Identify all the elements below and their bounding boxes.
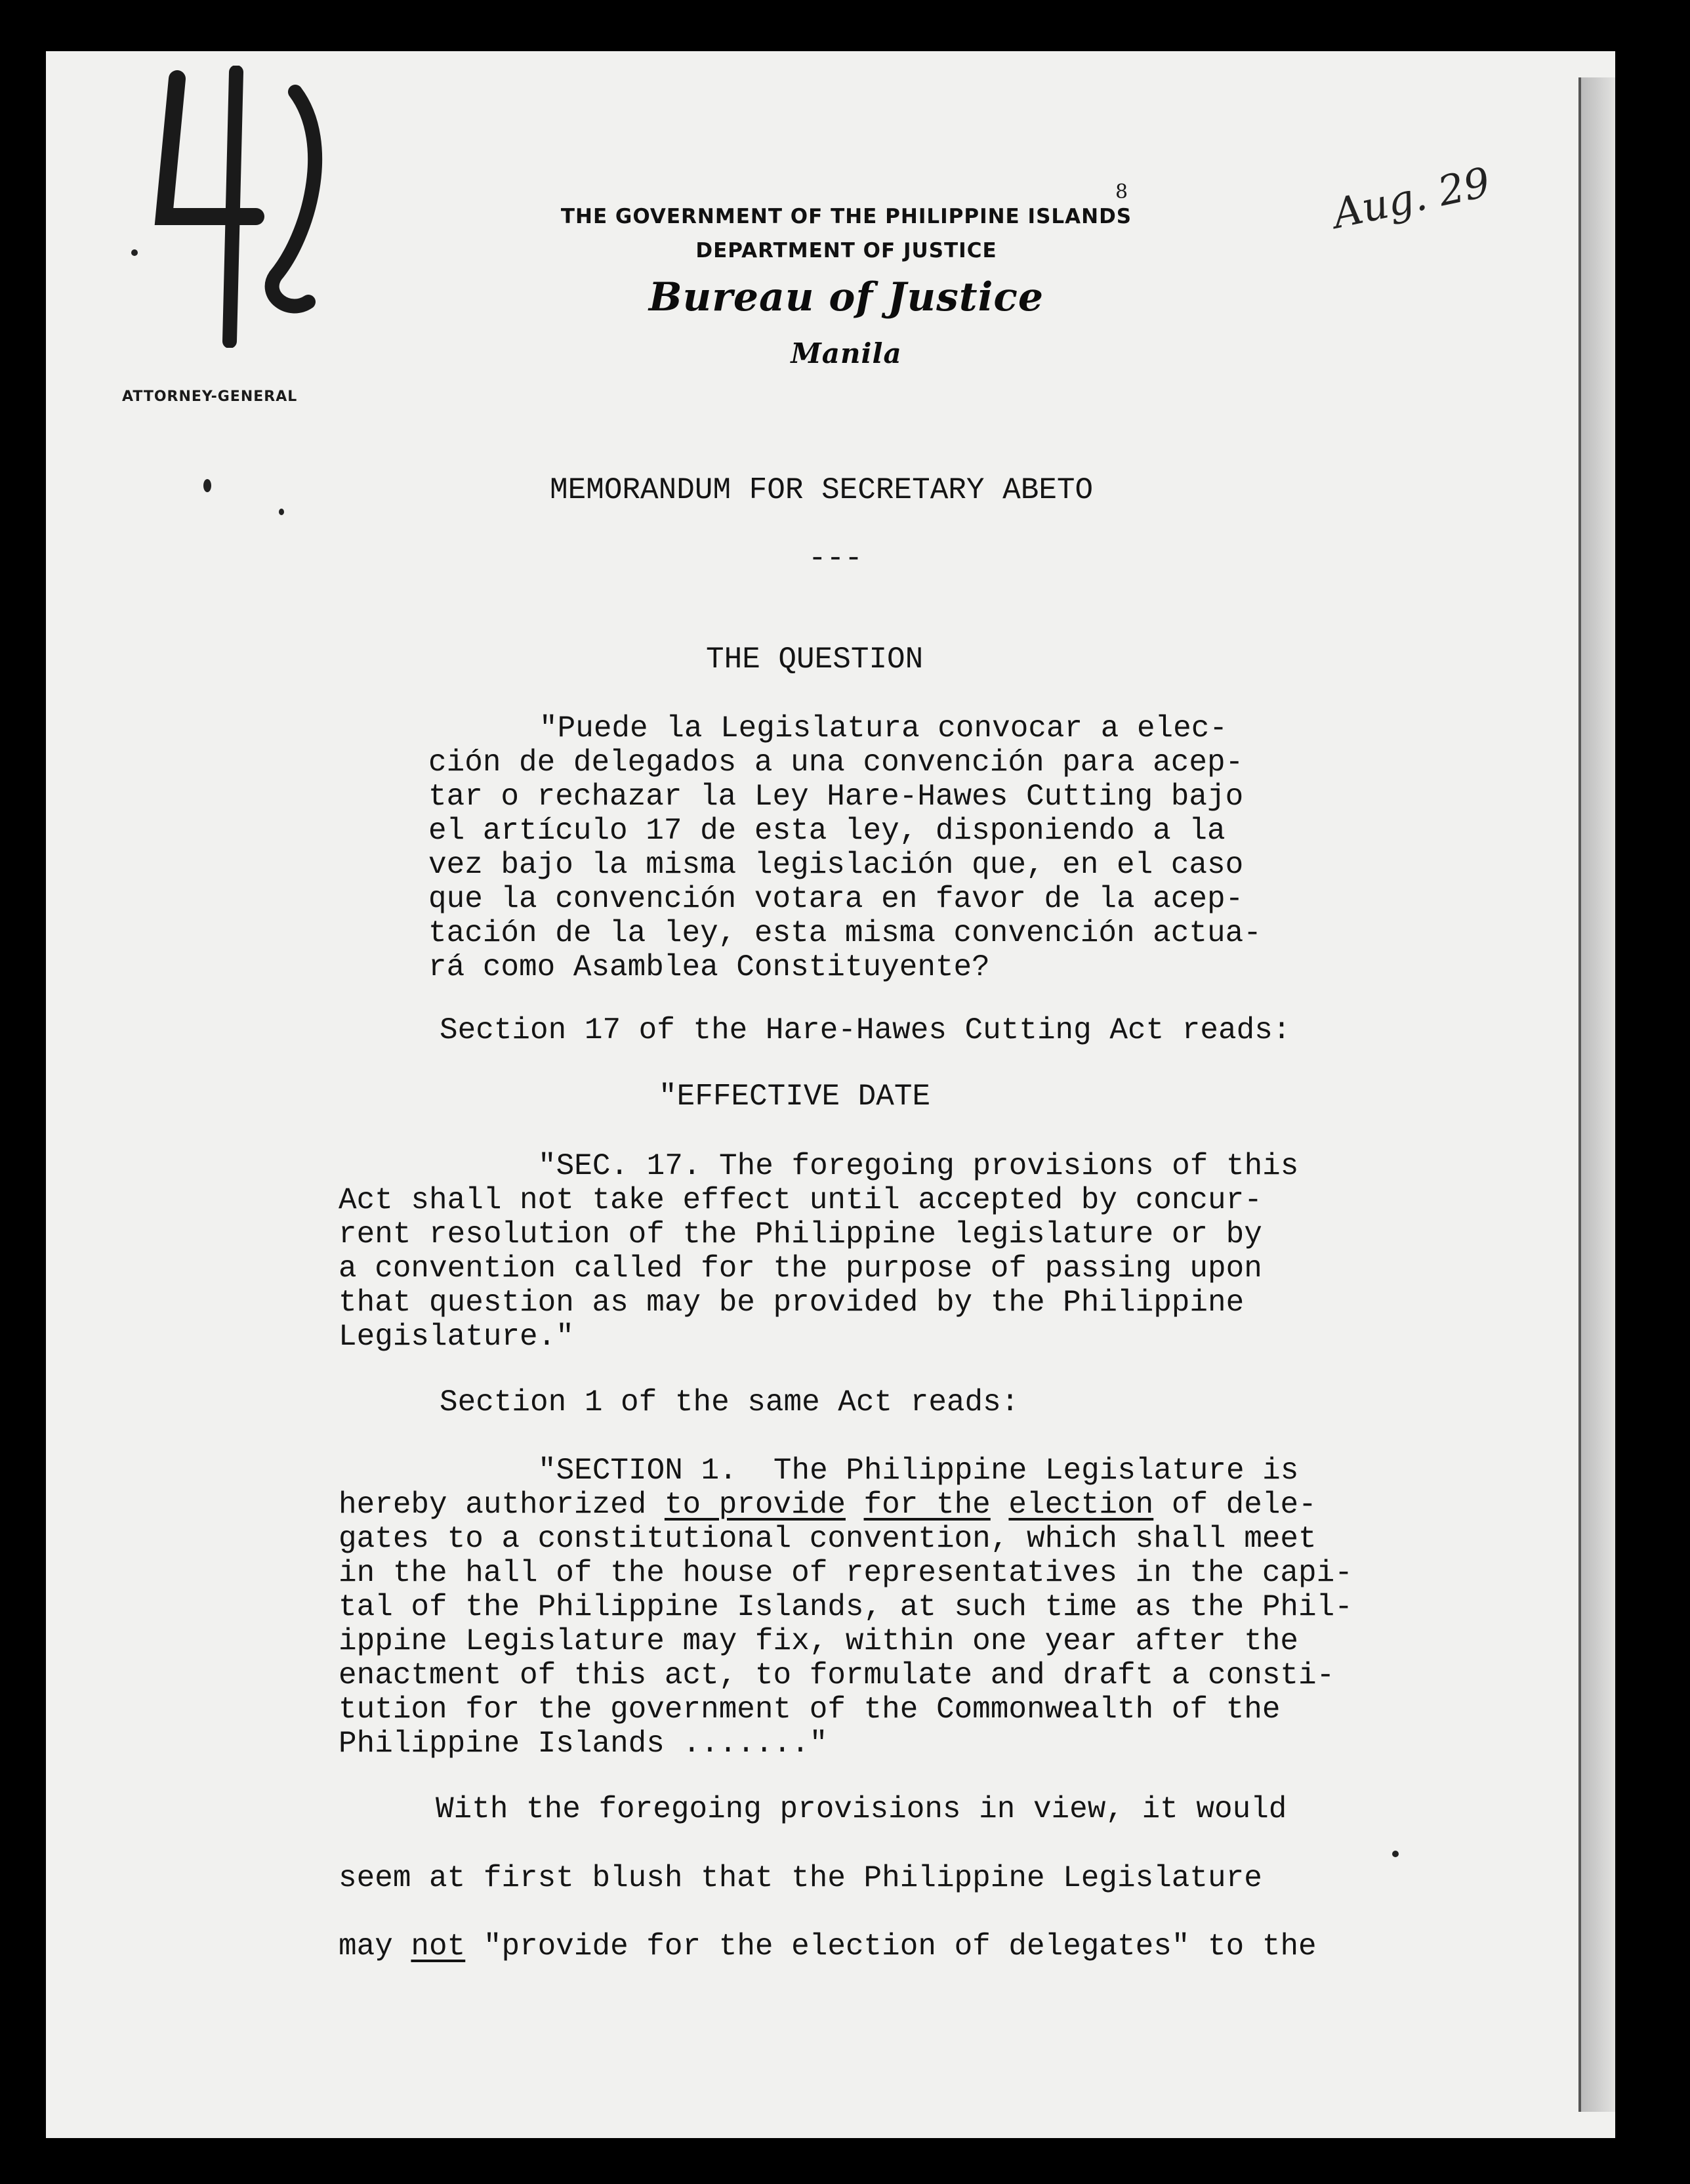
closing-text: "provide for the election of delegates" to the [465, 1929, 1317, 1964]
sec1-line: Philippine Islands ......." [339, 1727, 828, 1761]
title-divider: --- [808, 541, 863, 576]
question-line: ción de delegados a una convención para acep- [428, 746, 1244, 780]
letterhead-department: DEPARTMENT OF JUSTICE [695, 239, 997, 262]
question-line: el artículo 17 de esta ley, disponiendo a la [428, 814, 1226, 848]
ink-speck [203, 479, 211, 492]
sec1-line: enactment of this act, to formulate and draft a consti- [339, 1658, 1335, 1692]
sec17-line: Legislature." [339, 1320, 574, 1354]
closing-text: may [339, 1929, 411, 1964]
sec1-text: of dele- [1153, 1488, 1317, 1522]
sec1-line: ippine Legislature may fix, within one year after the [339, 1624, 1299, 1658]
sec1-text: hereby authorized [339, 1488, 665, 1522]
effective-date-heading: "EFFECTIVE DATE [659, 1080, 931, 1114]
page-edge-shadow [1578, 77, 1615, 2112]
sec1-line: tution for the government of the Commonwealth of the [339, 1692, 1281, 1727]
ink-speck [1392, 1851, 1399, 1857]
sec17-line: a convention called for the purpose of passing upon [339, 1251, 1262, 1286]
sec1-line: tal of the Philippine Islands, at such time as the Phil- [339, 1590, 1353, 1624]
letterhead-bureau: Bureau of Justice [648, 274, 1044, 320]
letterhead-government: THE GOVERNMENT OF THE PHILIPPINE ISLANDS [560, 205, 1132, 228]
closing-line-underlined [339, 1930, 1317, 1963]
ink-speck [279, 509, 284, 515]
page-mark: 8 [1115, 180, 1128, 203]
closing-line: With the foregoing provisions in view, it would [436, 1792, 1287, 1826]
sec17-line: Act shall not take effect until accepted by concur- [339, 1183, 1262, 1217]
section1-intro: Section 1 of the same Act reads: [440, 1385, 1020, 1419]
attorney-general-label: ATTORNEY-GENERAL [122, 388, 298, 405]
handwritten-date: Aug. 29 [1329, 158, 1494, 238]
sec1-text [846, 1488, 864, 1522]
sec1-line: gates to a constitutional convention, which shall meet [339, 1522, 1317, 1556]
sec17-line: that question as may be provided by the Philippine [339, 1286, 1245, 1320]
closing-line: seem at first blush that the Philippine Legislature [339, 1861, 1262, 1895]
underlined-not: not [411, 1929, 466, 1964]
memo-title: MEMORANDUM FOR SECRETARY ABETO [550, 473, 1094, 507]
question-line: que la convención votara en favor de la acep- [428, 882, 1244, 916]
underlined-phrase: for the [863, 1488, 991, 1522]
question-line: vez bajo la misma legislación que, en el caso [428, 848, 1244, 882]
question-heading: THE QUESTION [706, 642, 924, 677]
question-line: tar o rechazar la Ley Hare-Hawes Cutting bajo [428, 780, 1244, 814]
section17-intro: Section 17 of the Hare-Hawes Cutting Act reads: [440, 1013, 1291, 1047]
underlined-phrase: to provide [664, 1488, 846, 1522]
question-line: rá como Asamblea Constituyente? [428, 950, 990, 984]
sec1-text [991, 1488, 1009, 1522]
sec1-line: "SECTION 1. The Philippine Legislature is [538, 1454, 1299, 1488]
sec17-line: "SEC. 17. The foregoing provisions of this [538, 1149, 1299, 1183]
sec1-line: in the hall of the house of representatives in the capi- [339, 1556, 1353, 1590]
question-line: tación de la ley, esta misma convención actua- [428, 916, 1262, 950]
letterhead-city: Manila [791, 337, 902, 369]
question-line: "Puede la Legislatura convocar a elec- [539, 711, 1227, 746]
sec17-line: rent resolution of the Philippine legislature or by [339, 1217, 1262, 1251]
sec1-line-underlined [339, 1488, 1317, 1521]
underlined-phrase: election [1008, 1488, 1154, 1522]
